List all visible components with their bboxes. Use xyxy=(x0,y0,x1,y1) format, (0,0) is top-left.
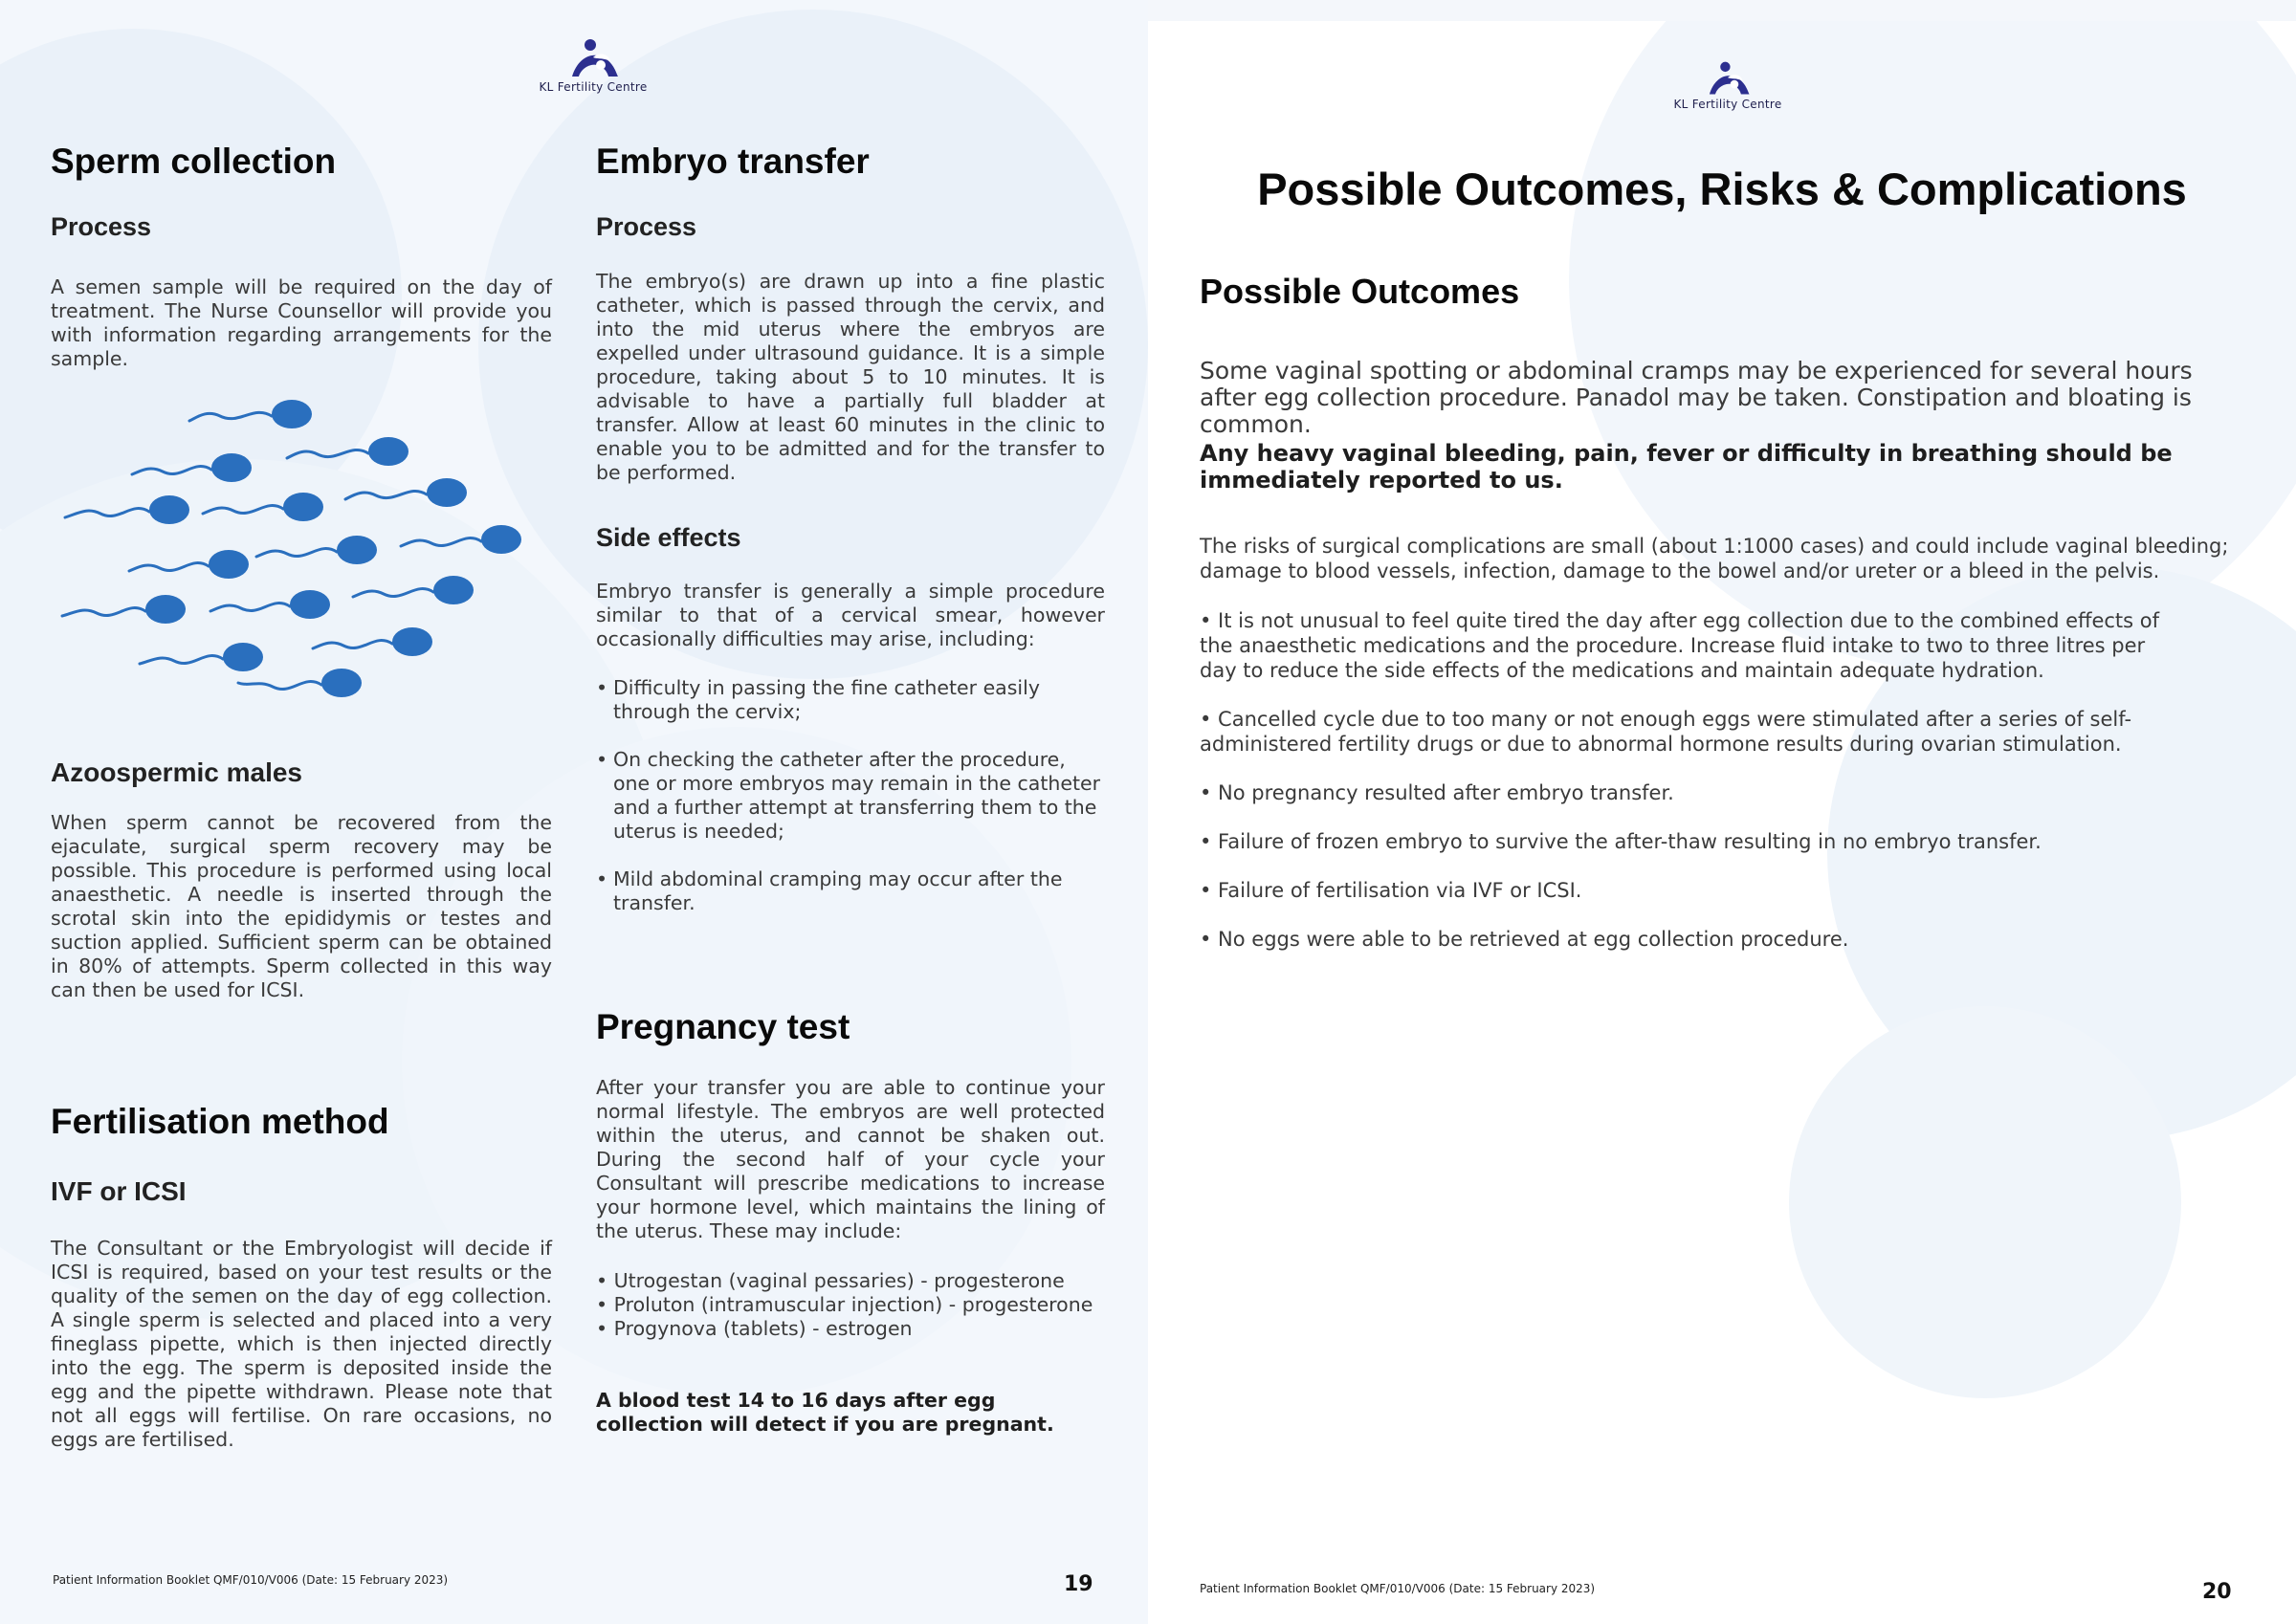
sperm-icon xyxy=(203,493,323,521)
sperm-icon xyxy=(256,536,377,564)
complication-item: • No pregnancy resulted after embryo transfer. xyxy=(1200,781,1674,804)
embryo-transfer-title: Embryo transfer xyxy=(596,142,870,181)
page-title: Possible Outcomes, Risks & Complications xyxy=(1257,164,2187,214)
sperm-icon xyxy=(189,400,312,428)
outcomes-intro: Some vaginal spotting or abdominal cramps may be experienced for several hours after egg collection procedure. Panadol may be taken. Constipation and bloating is common. xyxy=(1200,357,2193,438)
fertilisation-subtitle: IVF or ICSI xyxy=(51,1176,187,1206)
sperm-icon xyxy=(287,437,408,466)
sperm-icon xyxy=(401,525,521,554)
embryo-transfer-subtitle: Process xyxy=(596,212,697,241)
sperm-icon xyxy=(210,590,330,619)
medication-item: • Proluton (intramuscular injection) - progesterone xyxy=(596,1293,1093,1316)
complication-item: • No eggs were able to be retrieved at egg collection procedure. xyxy=(1200,928,1849,951)
sperm-icon xyxy=(313,627,432,656)
kl-fertility-logo xyxy=(1642,59,1814,111)
kl-fertility-logo xyxy=(517,36,670,94)
complication-item: • Failure of frozen embryo to survive the after-thaw resulting in no embryo transfer. xyxy=(1200,830,2042,853)
footer-text: Patient Information Booklet QMF/010/V006 (Date: 15 February 2023) xyxy=(1200,1582,1596,1595)
side-effects-item: • Mild abdominal cramping may occur after the transfer. xyxy=(596,867,1063,914)
risks-text: The risks of surgical complications are small (about 1:1000 cases) and could include vaginal bleeding; damage to blood vessels, infection, damage to the bowel and/or ureter or a bleed in the pelvis. xyxy=(1200,535,2229,582)
page-number: 20 xyxy=(2202,1580,2232,1604)
side-effects-list xyxy=(596,676,1105,939)
complication-item: • It is not unusual to feel quite tired the day after egg collection due to the combined effects of the anaesthetic medications and the procedure. Increase fluid intake to two to three litres per day to reduce the side effects of the medications and maintain adequate hydration. xyxy=(1200,609,2160,682)
page-20 xyxy=(1148,21,2296,1624)
logo-text: KL Fertility Centre xyxy=(1673,98,1782,111)
fertilisation-body: The Consultant or the Embryologist will decide if ICSI is required, based on your test results or the quality of the semen on the day of egg collection. A single sperm is selected and placed into a very fineglass pipette, which is then injected directly into the egg. The sperm is deposited inside the egg and the pipette withdrawn. Please note that not all eggs will fertilise. On rare occasions, no eggs are fertilised. xyxy=(51,1237,552,1451)
page-number: 19 xyxy=(1064,1572,1093,1596)
sperm-collection-subtitle: Process xyxy=(51,212,152,241)
outcomes-warning: Any heavy vaginal bleeding, pain, fever or difficulty in breathing should be immediately reported to us. xyxy=(1200,440,2173,494)
pregnancy-test-title: Pregnancy test xyxy=(596,1007,850,1046)
medication-item: • Utrogestan (vaginal pessaries) - progesterone xyxy=(596,1269,1065,1292)
fertilisation-title: Fertilisation method xyxy=(51,1102,389,1141)
embryo-transfer-body: The embryo(s) are drawn up into a fine plastic catheter, which is passed through the cervix, and into the mid uterus where the embryos are expelled under ultrasound guidance. It is a simple procedure, taking about 5 to 10 minutes. It is advisable to have a partially full bladder at transfer. Allow at least 60 minutes in the clinic to enable you to be admitted and for the transfer to be performed. xyxy=(596,270,1105,484)
side-effects-item: • Difficulty in passing the fine catheter easily through the cervix; xyxy=(596,676,1040,723)
sperm-icon xyxy=(132,453,252,482)
sperm-icon xyxy=(345,478,467,507)
pregnancy-test-note: A blood test 14 to 16 days after egg collection will detect if you are pregnant. xyxy=(596,1389,1054,1436)
complication-item: • Failure of fertilisation via IVF or ICSI. xyxy=(1200,879,1582,902)
pregnancy-medications-list xyxy=(596,1269,1105,1341)
sperm-icon xyxy=(238,669,362,697)
footer-text: Patient Information Booklet QMF/010/V006 (Date: 15 February 2023) xyxy=(53,1573,449,1587)
side-effects-intro: Embryo transfer is generally a simple procedure similar to that of a cervical smear, however occasionally difficulties may arise, including: xyxy=(596,580,1105,650)
sperm-collection-title: Sperm collection xyxy=(51,142,337,181)
sperm-icon xyxy=(65,495,189,524)
sperm-collection-body: A semen sample will be required on the day of treatment. The Nurse Counsellor will provide you with information regarding arrangements for the sample. xyxy=(51,275,552,370)
complications-list xyxy=(1200,608,2185,976)
sperm-icon xyxy=(129,550,249,579)
sperm-icon xyxy=(140,643,263,671)
possible-outcomes-title: Possible Outcomes xyxy=(1200,272,1520,311)
medication-item: • Progynova (tablets) - estrogen xyxy=(596,1317,913,1340)
side-effects-item: • On checking the catheter after the procedure, one or more embryos may remain in the catheter and a further attempt at transferring them to the uterus is needed; xyxy=(596,748,1101,843)
background-circle xyxy=(1789,1006,2181,1398)
logo-mark-icon xyxy=(564,36,622,80)
sperm-illustration xyxy=(48,378,536,703)
logo-text: KL Fertility Centre xyxy=(539,80,648,94)
side-effects-title: Side effects xyxy=(596,523,741,552)
sperm-icon xyxy=(62,595,186,624)
azoospermic-title: Azoospermic males xyxy=(51,757,302,787)
pregnancy-test-body: After your transfer you are able to continue your normal lifestyle. The embryos are well protected within the uterus, and cannot be shaken out. During the second half of your cycle your Consultant will prescribe medications to increase your hormone level, which maintains the lining of the uterus. These may include: xyxy=(596,1076,1105,1242)
logo-mark-icon xyxy=(1703,59,1753,98)
complication-item: • Cancelled cycle due to too many or not enough eggs were stimulated after a series of self-administered fertility drugs or due to abnormal hormone results during ovarian stimulation. xyxy=(1200,708,2132,756)
azoospermic-body: When sperm cannot be recovered from the ejaculate, surgical sperm recovery may be possible. This procedure is performed using local anaesthetic. A needle is inserted through the scrotal skin into the epididymis or testes and suction applied. Sufficient sperm can be obtained in 80% of attempts. Sperm collected in this way can then be used for ICSI. xyxy=(51,811,552,1001)
sperm-icon xyxy=(353,576,474,604)
